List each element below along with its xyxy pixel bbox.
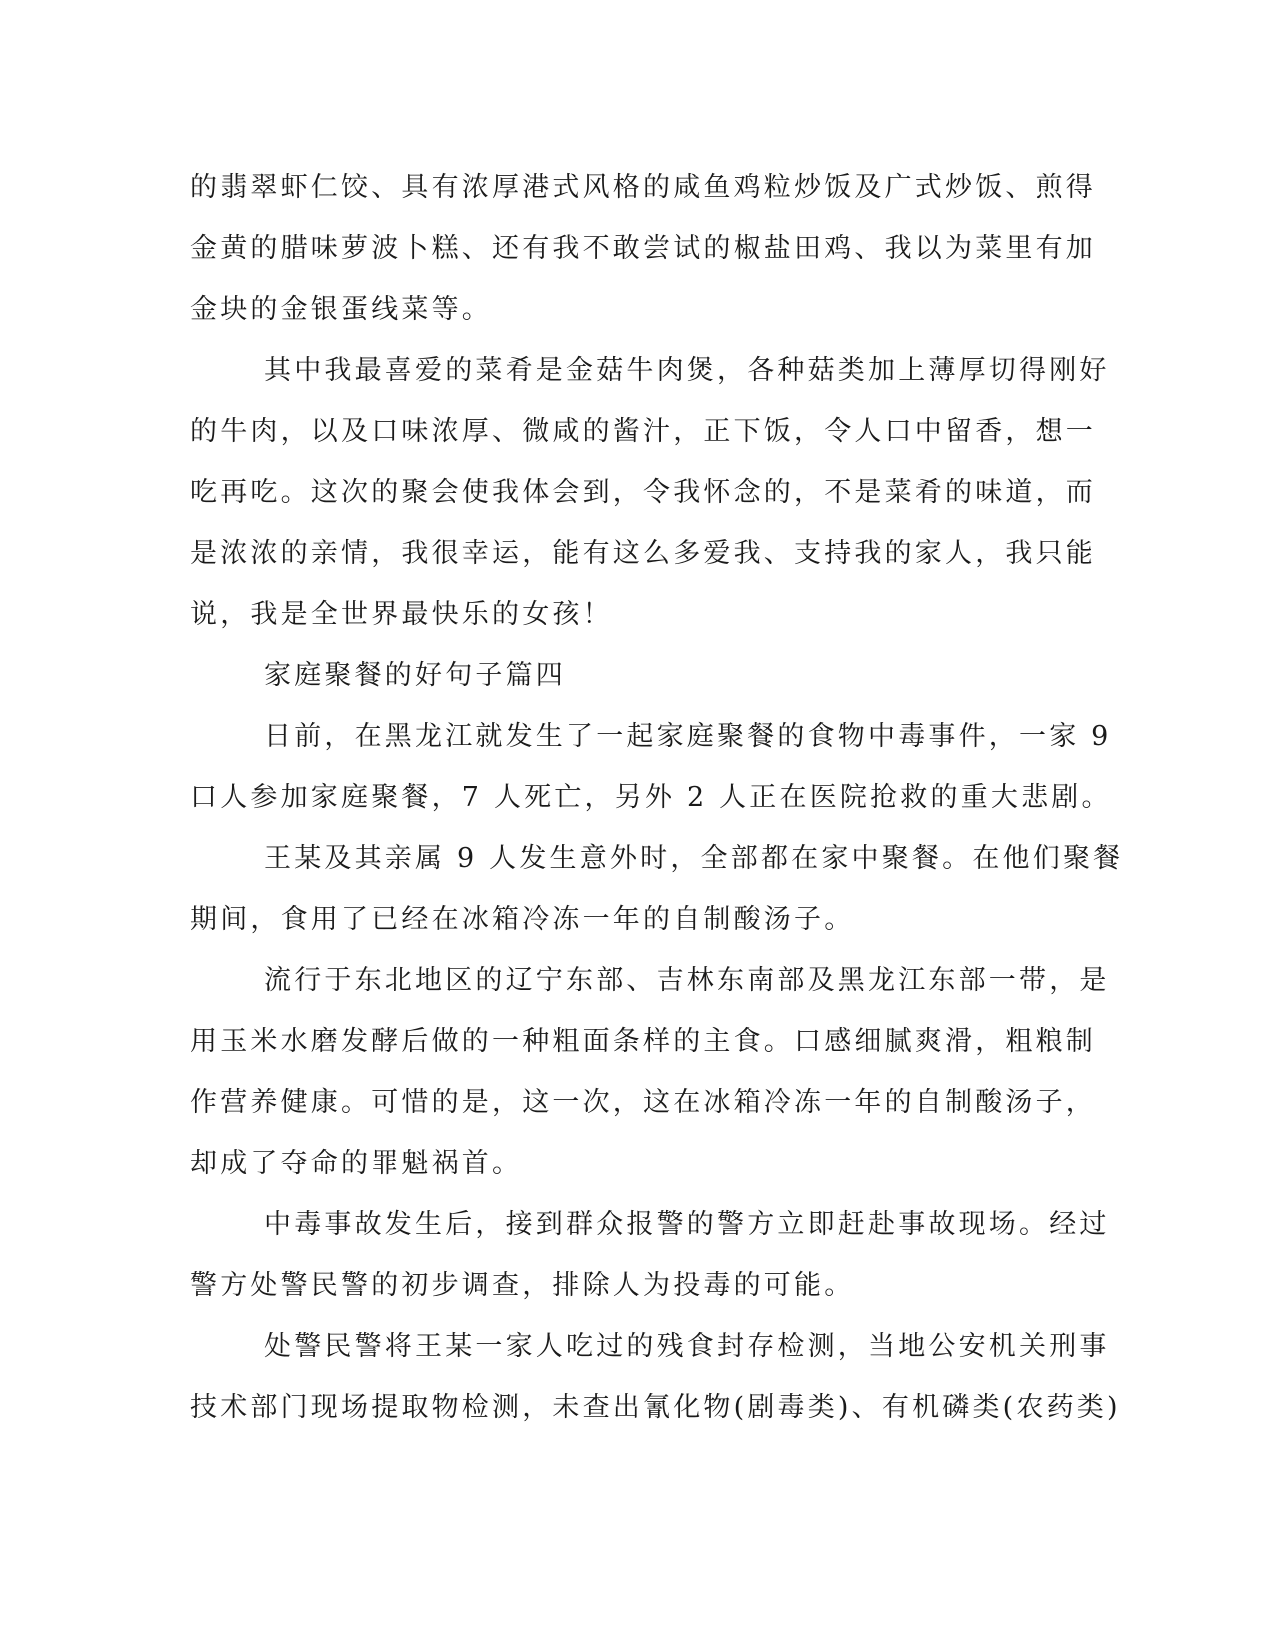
- text-line: 其中我最喜爱的菜肴是金菇牛肉煲，各种菇类加上薄厚切得刚好: [264, 355, 1110, 386]
- text-line: 的牛肉，以及口味浓厚、微咸的酱汁，正下饭，令人口中留香，想一: [190, 416, 1096, 447]
- text-line: 金块的金银蛋线菜等。: [190, 294, 492, 325]
- text-line: 处警民警将王某一家人吃过的残食封存检测，当地公安机关刑事: [264, 1331, 1110, 1362]
- text-line: 的翡翠虾仁饺、具有浓厚港式风格的咸鱼鸡粒炒饭及广式炒饭、煎得: [190, 172, 1096, 203]
- text-line: 日前，在黑龙江就发生了一起家庭聚餐的食物中毒事件，一家 9: [264, 721, 1112, 752]
- text-line: 流行于东北地区的辽宁东部、吉林东南部及黑龙江东部一带，是: [264, 965, 1110, 996]
- text-line: 却成了夺命的罪魁祸首。: [190, 1148, 523, 1179]
- text-line: 吃再吃。这次的聚会使我体会到，令我怀念的，不是菜肴的味道，而: [190, 477, 1096, 508]
- text-line: 期间，食用了已经在冰箱冷冻一年的自制酸汤子。: [190, 904, 855, 935]
- text-line: 中毒事故发生后，接到群众报警的警方立即赶赴事故现场。经过: [264, 1209, 1110, 1240]
- text-line: 说，我是全世界最快乐的女孩！: [190, 599, 613, 630]
- document-body: [190, 157, 1124, 1438]
- text-line: 口人参加家庭聚餐，7 人死亡，另外 2 人正在医院抢救的重大悲剧。: [190, 782, 1112, 813]
- text-line: 是浓浓的亲情，我很幸运，能有这么多爱我、支持我的家人，我只能: [190, 538, 1096, 569]
- text-line: 家庭聚餐的好句子篇四: [264, 660, 566, 691]
- text-line: 用玉米水磨发酵后做的一种粗面条样的主食。口感细腻爽滑，粗粮制: [190, 1026, 1096, 1057]
- text-line: 警方处警民警的初步调查，排除人为投毒的可能。: [190, 1270, 855, 1301]
- text-line: 王某及其亲属 9 人发生意外时，全部都在家中聚餐。在他们聚餐: [264, 843, 1124, 874]
- text-line: 金黄的腊味萝波卜糕、还有我不敢尝试的椒盐田鸡、我以为菜里有加: [190, 233, 1096, 264]
- text-line: 作营养健康。可惜的是，这一次，这在冰箱冷冻一年的自制酸汤子，: [190, 1087, 1096, 1118]
- text-line: 技术部门现场提取物检测，未查出氰化物(剧毒类)、有机磷类(农药类): [190, 1392, 1121, 1423]
